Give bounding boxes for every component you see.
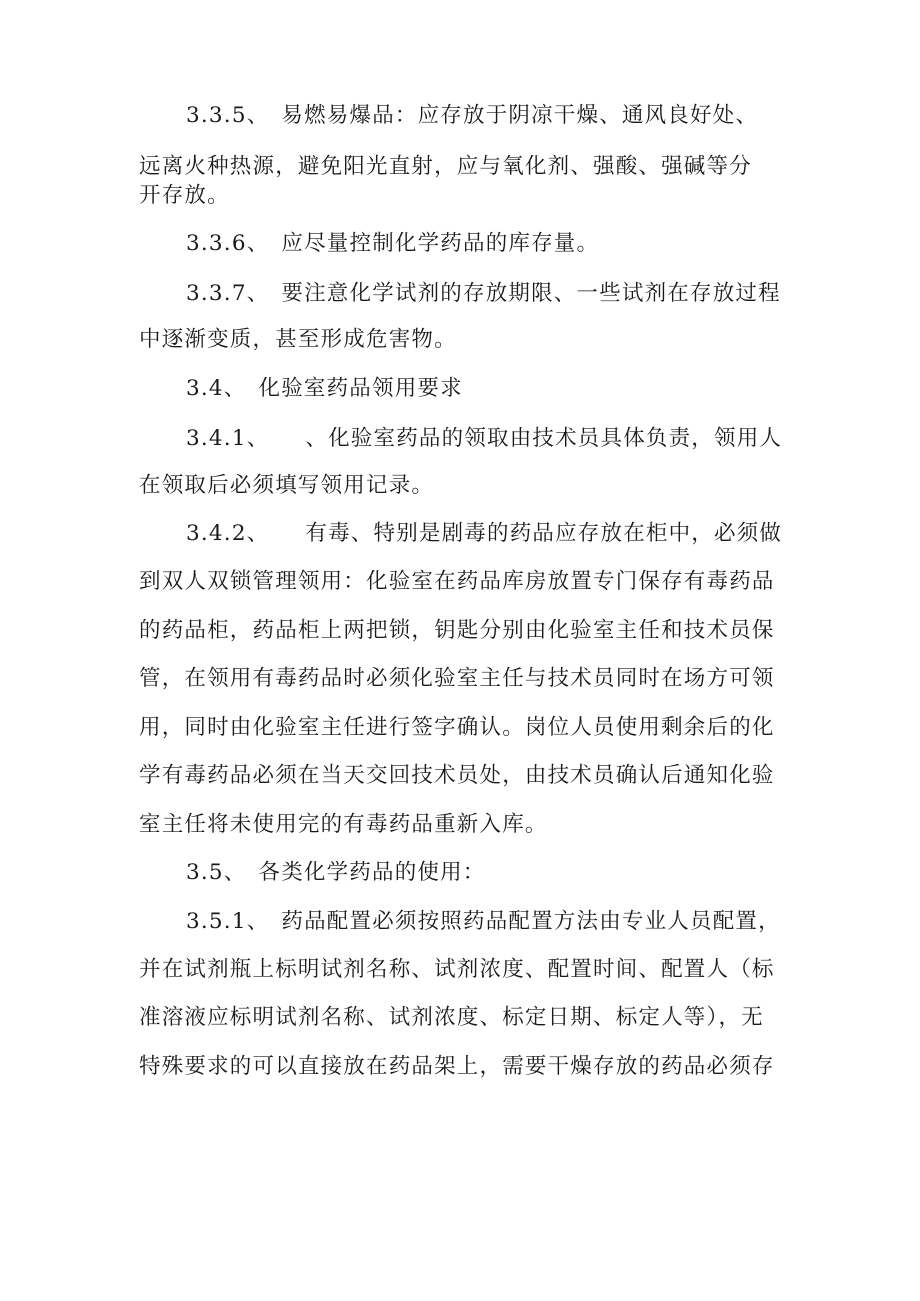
paragraph-line [186,520,806,548]
section-heading [186,375,806,403]
section-number: 3.4、 [186,376,247,401]
paragraph-line: 特殊要求的可以直接放在药品架上，需要干燥存放的药品必须存 [139,1054,775,1079]
paragraph-line [186,102,806,130]
paragraph-line: 管，在领用有毒药品时必须化验室主任与技术员同时在场方可领 [139,666,775,691]
paragraph-line: 学有毒药品必须在当天交回技术员处，由技术员确认后通知化验 [139,763,775,788]
heading-text: 各类化学药品的使用： [258,860,486,885]
paragraph-line: 在领取后必须填写领用记录。 [139,473,435,498]
paragraph-text: 要注意化学试剂的存放期限、一些试剂在存放过程 [281,281,781,306]
section-number: 3.5、 [186,860,247,885]
paragraph-text: 易燃易爆品：应存放于阴凉干燥、通风良好处、 [281,103,759,128]
section-number: 3.3.7、 [186,281,270,306]
paragraph-line: 用，同时由化验室主任进行签字确认。岗位人员使用剩余后的化 [139,715,775,740]
section-number: 3.3.5、 [186,103,270,128]
section-number: 3.4.1、 [186,426,270,451]
section-number: 3.5.1、 [186,909,270,934]
paragraph-line: 的药品柜，药品柜上两把锁，钥匙分别由化验室主任和技术员保 [139,618,775,643]
paragraph-line: 开存放。 [139,183,230,208]
paragraph-line [186,280,806,308]
section-heading [186,859,806,887]
paragraph-text: 药品配置必须按照药品配置方法由专业人员配置， [281,909,781,934]
paragraph-line: 到双人双锁管理领用：化验室在药品库房放置专门保存有毒药品 [139,569,775,594]
paragraph-text: 有毒、特别是剧毒的药品应存放在柜中，必须做 [305,521,783,546]
paragraph-line: 远离火种热源，避免阳光直射，应与氧化剂、强酸、强碱等分 [139,154,752,179]
paragraph-line: 室主任将未使用完的有毒药品重新入库。 [139,812,548,837]
paragraph-line [186,425,806,453]
section-number: 3.3.6、 [186,231,270,256]
paragraph-line [186,908,806,936]
paragraph-text: 、化验室药品的领取由技术员具体负责，领用人 [305,426,783,451]
heading-text: 化验室药品领用要求 [258,376,463,401]
section-number: 3.4.2、 [186,521,270,546]
paragraph-line: 准溶液应标明试剂名称、试剂浓度、标定日期、标定人等），无 [139,1005,764,1030]
paragraph-text: 应尽量控制化学药品的库存量。 [281,231,600,256]
paragraph-line [186,230,806,258]
paragraph-line: 中逐渐变质，甚至形成危害物。 [139,327,457,352]
paragraph-line: 并在试剂瓶上标明试剂名称、试剂浓度、配置时间、配置人（标 [139,957,775,982]
